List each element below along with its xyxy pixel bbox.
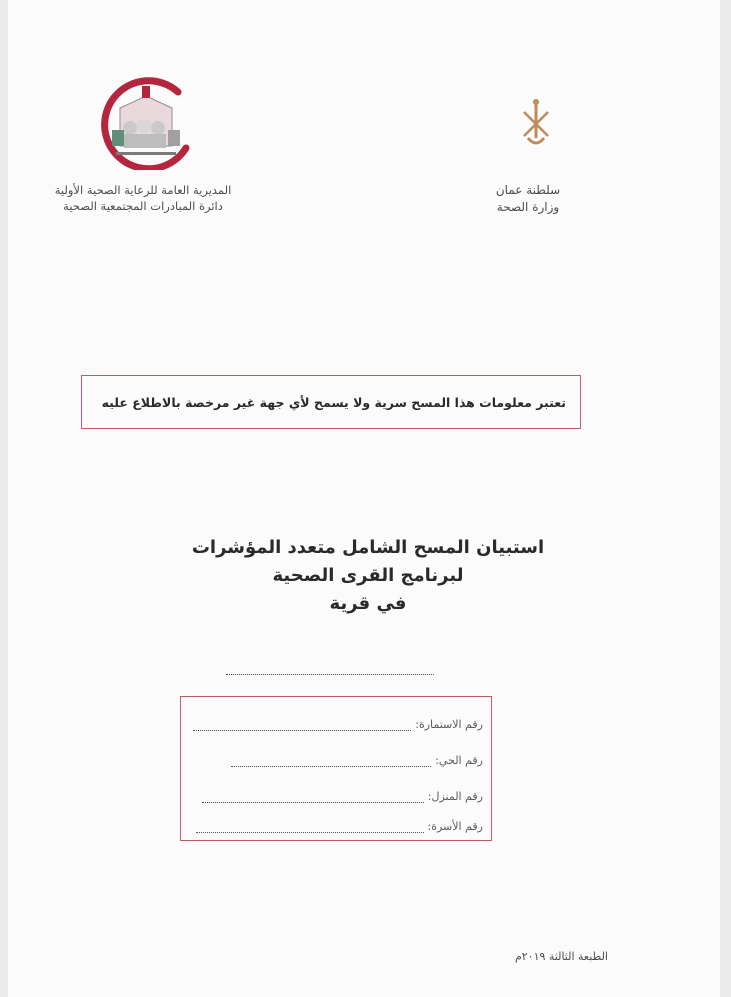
title-line1: استبيان المسح الشامل متعدد المؤشرات <box>191 537 545 558</box>
form-identifiers-box <box>180 696 492 841</box>
left-organization-name <box>38 182 248 214</box>
title-line2: لبرنامج القرى الصحية <box>272 565 464 586</box>
family-number-label: رقم الأسرة: <box>427 820 483 833</box>
district-number-label: رقم الحي: <box>435 754 483 767</box>
left-org-line2: دائرة المبادرات المجتمعية الصحية <box>63 199 223 213</box>
ministry-of-health-logo <box>490 82 570 172</box>
house-number-label: رقم المنزل: <box>427 790 483 803</box>
district-number-field[interactable] <box>231 756 431 767</box>
confidentiality-notice-text: تعتبر معلومات هذا المسح سرية ولا يسمح لأي جهة غير مرخصة بالاطلاع عليه <box>101 394 566 410</box>
form-number-field[interactable] <box>193 720 411 731</box>
right-org-line1: سلطنة عمان <box>495 183 561 197</box>
village-name-dotted-line[interactable] <box>226 674 434 675</box>
house-number-row <box>202 787 483 803</box>
survey-title <box>158 534 578 618</box>
district-number-row <box>231 751 483 767</box>
left-org-line1: المديرية العامة للرعاية الصحية الأولية <box>54 183 232 197</box>
community-initiatives-logo <box>90 70 202 170</box>
house-number-field[interactable] <box>202 792 424 803</box>
family-number-row <box>196 817 483 833</box>
family-number-field[interactable] <box>196 822 424 833</box>
edition-note: الطبعة الثالثة ٢٠١٩م <box>514 950 608 963</box>
right-org-line2: وزارة الصحة <box>496 200 560 214</box>
form-number-row <box>193 715 483 731</box>
document-page <box>8 0 720 997</box>
right-organization-name <box>478 182 578 216</box>
title-line3: في قرية <box>329 593 407 614</box>
form-number-label: رقم الاستمارة: <box>415 718 483 731</box>
confidentiality-notice <box>81 375 581 429</box>
